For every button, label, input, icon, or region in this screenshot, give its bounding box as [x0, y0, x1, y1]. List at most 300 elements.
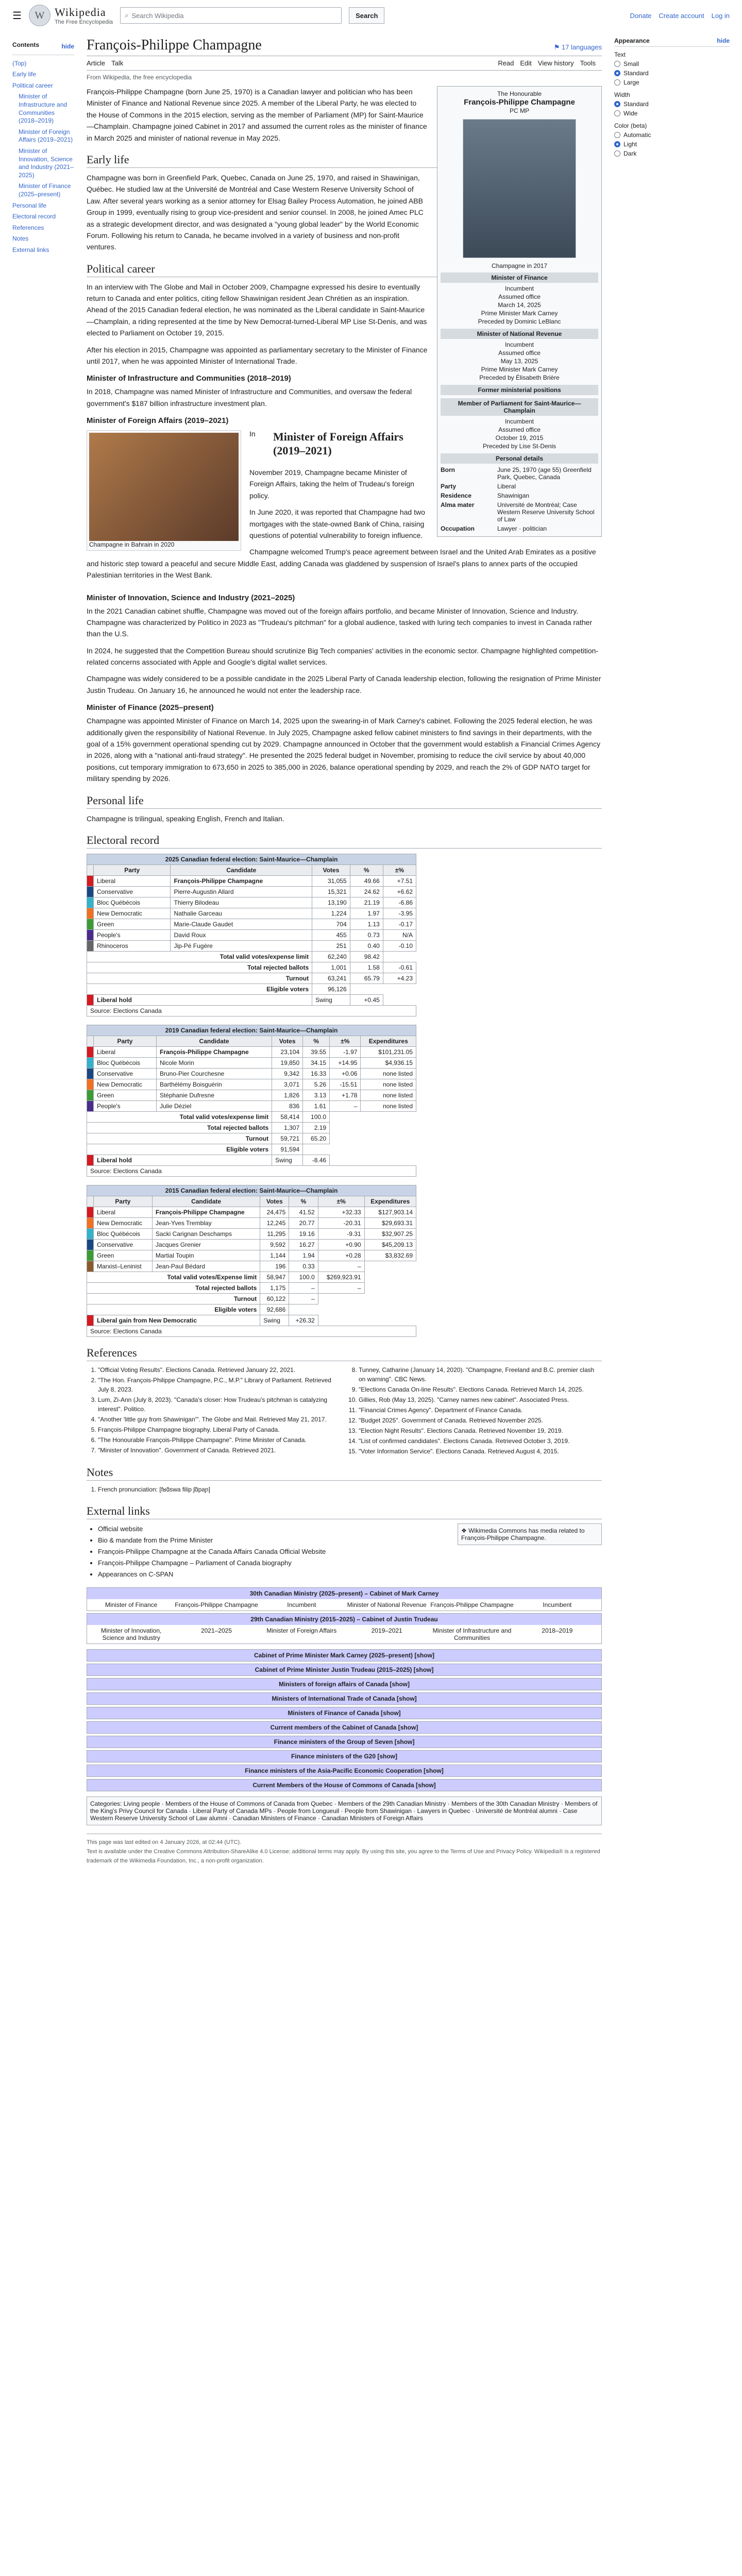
- result-outcome[interactable]: Liberal hold: [94, 1155, 272, 1165]
- election-row: [87, 1250, 416, 1261]
- collapsed-navbox-label: Cabinet of Prime Minister Mark Carney (2025–present): [254, 1652, 413, 1659]
- reference-item[interactable]: 9. "Elections Canada On-line Results". Elections Canada. Retrieved March 14, 2025.: [359, 1385, 602, 1394]
- party-color-swatch: [87, 908, 94, 919]
- toc-item[interactable]: Minister of Finance (2025–present): [19, 182, 71, 198]
- appearance-option[interactable]: [614, 140, 730, 149]
- commons-icon: ❖: [461, 1527, 469, 1534]
- election-total-row: [87, 951, 416, 962]
- result-value: 0.40: [350, 940, 383, 951]
- candidate-name[interactable]: Stéphanie Dufresne: [156, 1090, 272, 1100]
- collapsed-navbox-label: Ministers of International Trade of Canada: [272, 1695, 395, 1703]
- party-color-swatch: [87, 1046, 94, 1057]
- tab-talk[interactable]: Talk: [111, 59, 124, 67]
- party-name[interactable]: New Democratic: [94, 1217, 153, 1228]
- toc-item[interactable]: Political career: [12, 81, 53, 89]
- navbox-cell[interactable]: Minister of Innovation, Science and Industry: [100, 1627, 162, 1642]
- election-caption[interactable]: 2015 Canadian federal election: Saint-Maurice—Champlain: [87, 1185, 416, 1196]
- note-item: 1. French pronunciation: [fʁɑ̃swa filip ʃɑ̃paɲ]: [98, 1485, 602, 1494]
- site-header: [0, 0, 742, 31]
- collapsed-navbox-title[interactable]: [87, 1765, 601, 1776]
- party-color-swatch: [87, 886, 94, 897]
- candidate-name[interactable]: David Roux: [171, 929, 312, 940]
- result-value: none listed: [361, 1100, 416, 1111]
- bahrain-photo-figure: [87, 430, 241, 551]
- navbox-cell[interactable]: Minister of Finance: [105, 1601, 158, 1609]
- candidate-name[interactable]: Jip-Pé Fugère: [171, 940, 312, 951]
- infobox-office-row: Preceded by Lise St-Denis: [482, 443, 556, 450]
- infobox-label: Born: [441, 466, 455, 473]
- toc-hide-button[interactable]: hide: [61, 43, 74, 50]
- party-color-swatch: [87, 1155, 94, 1165]
- candidate-name[interactable]: Bruno-Pier Courchesne: [156, 1068, 272, 1079]
- party-name[interactable]: Marxist–Leninist: [94, 1261, 153, 1272]
- navbox-cell[interactable]: Minister of Foreign Affairs: [266, 1627, 337, 1635]
- result-value: -20.31: [318, 1217, 364, 1228]
- reference-item[interactable]: 8. Tunney, Catharine (January 14, 2020). "Champagne, Freeland and B.C. premier clash on warning". CBC News.: [359, 1365, 602, 1384]
- election-total-row: [87, 1293, 416, 1304]
- personal-tools: [630, 12, 730, 20]
- tab-tools[interactable]: Tools: [580, 59, 596, 67]
- bahrain-photo[interactable]: [89, 433, 239, 541]
- radio-button[interactable]: [614, 101, 620, 107]
- column-header: %: [350, 865, 383, 875]
- election-caption[interactable]: 2019 Canadian federal election: Saint-Maurice—Champlain: [87, 1025, 416, 1036]
- navbox-cell[interactable]: Incumbent: [543, 1601, 572, 1609]
- external-link[interactable]: • François-Philippe Champagne – Parliament of Canada biography: [98, 1557, 602, 1569]
- total-value: 58,947: [260, 1272, 289, 1282]
- reference-item[interactable]: 4. "Another 'little guy from Shawinigan'". The Globe and Mail. Retrieved May 21, 2017.: [98, 1415, 341, 1424]
- appearance-title: Appearance: [614, 37, 650, 44]
- candidate-name[interactable]: François-Philippe Champagne: [156, 1046, 272, 1057]
- navbox-cell[interactable]: 2021–2025: [200, 1627, 232, 1635]
- references-heading: References: [87, 1346, 602, 1361]
- page-title-bar: [87, 37, 602, 56]
- collapsed-navbox: [87, 1765, 602, 1777]
- reference-item[interactable]: 1. "Official Voting Results". Elections Canada. Retrieved January 22, 2021.: [98, 1365, 341, 1375]
- tab-edit[interactable]: Edit: [520, 59, 532, 67]
- infobox-office-row: Preceded by Élisabeth Brière: [479, 374, 560, 381]
- election-source[interactable]: Source: Elections Canada: [87, 1165, 416, 1176]
- result-value: 19,850: [272, 1057, 303, 1068]
- reference-item[interactable]: 14. "List of confirmed candidates". Elections Canada. Retrieved October 3, 2019.: [359, 1436, 602, 1446]
- collapsed-navbox-label: Finance ministers of the Group of Seven: [274, 1738, 393, 1746]
- reference-item[interactable]: 7. "Minister of Innovation". Government of Canada. Retrieved 2021.: [98, 1446, 341, 1455]
- toc-item[interactable]: External links: [12, 246, 49, 253]
- navbox-cell[interactable]: François-Philippe Champagne: [175, 1601, 258, 1609]
- candidate-name[interactable]: François-Philippe Champagne: [171, 875, 312, 886]
- page-footer: [87, 1834, 602, 1866]
- party-name[interactable]: People's: [94, 1100, 157, 1111]
- expand-toggle-icon[interactable]: [show]: [395, 1695, 417, 1703]
- radio-button[interactable]: [614, 150, 620, 157]
- globe-icon: W: [29, 5, 50, 26]
- collapsed-navbox-title[interactable]: [87, 1679, 601, 1690]
- appearance-option-label: Dark: [623, 150, 637, 157]
- section-paragraph: After his election in 2015, Champagne was appointed as parliamentary secretary to the Minister of Finance until 2017, when he was appointed Minister of International Trade.: [87, 345, 428, 366]
- candidate-name[interactable]: Barthélémy Boisguérin: [156, 1079, 272, 1090]
- candidate-name[interactable]: Jean-Yves Tremblay: [152, 1217, 260, 1228]
- party-name[interactable]: Green: [94, 919, 171, 929]
- column-header: Party: [94, 1036, 157, 1046]
- result-value: 196: [260, 1261, 289, 1272]
- collapsed-navbox-title[interactable]: [87, 1780, 601, 1791]
- infobox-office-row: Incumbent: [504, 285, 534, 292]
- election-row: [87, 1090, 416, 1100]
- party-name[interactable]: Liberal: [94, 1207, 153, 1217]
- total-label: Turnout: [87, 973, 312, 984]
- party-name[interactable]: New Democratic: [94, 1079, 157, 1090]
- appearance-option[interactable]: [614, 149, 730, 158]
- collapsed-navbox-title[interactable]: [87, 1722, 601, 1733]
- result-value: 1.13: [350, 919, 383, 929]
- appearance-option-label: Small: [623, 60, 639, 67]
- cabinet-navbox: [87, 1587, 602, 1611]
- radio-button[interactable]: [614, 141, 620, 147]
- total-label: Turnout: [87, 1133, 272, 1144]
- radio-button[interactable]: [614, 70, 620, 76]
- result-value: 3,071: [272, 1079, 303, 1090]
- candidate-name[interactable]: Jacques Grenier: [152, 1239, 260, 1250]
- collapsed-navbox-label: Ministers of foreign affairs of Canada: [278, 1681, 389, 1688]
- party-color-swatch: [87, 1217, 94, 1228]
- party-color-swatch: [87, 1250, 94, 1261]
- navbox-cell[interactable]: Minister of Infrastructure and Communities: [432, 1627, 512, 1642]
- candidate-name[interactable]: Marie-Claude Gaudet: [171, 919, 312, 929]
- total-value: 1,175: [260, 1282, 289, 1293]
- section-paragraph: In the 2021 Canadian cabinet shuffle, Champagne was moved out of the foreign affairs portfolio, and became Minister of Innovation, Science and Industry. Champagne was characterized by Politico in 2023 as "Trudeau's pitchman" for a global audience, tasked with luring tech companies to invest in Canada rather than the U.S.: [87, 606, 592, 638]
- swing-value: -8.46: [303, 1155, 330, 1165]
- election-total-row: [87, 1304, 416, 1315]
- total-label: Total rejected ballots: [87, 962, 312, 973]
- candidate-name[interactable]: Martial Toupin: [152, 1250, 260, 1261]
- collapsed-navbox-title[interactable]: [87, 1664, 601, 1675]
- toc-item[interactable]: Early life: [12, 71, 37, 78]
- election-row: [87, 1100, 416, 1111]
- appearance-group-label: Color (beta): [614, 122, 647, 129]
- candidate-name[interactable]: François-Philippe Champagne: [152, 1207, 260, 1217]
- result-value: none listed: [361, 1068, 416, 1079]
- election-source[interactable]: Source: Elections Canada: [87, 1005, 416, 1016]
- collapsed-navbox-title[interactable]: [87, 1650, 601, 1661]
- swing-label[interactable]: Swing: [272, 1155, 303, 1165]
- header-spacer: [87, 1196, 94, 1207]
- section-paragraph: In November 2019, Champagne became Minister of Foreign Affairs, taking the helm of Trudeau's foreign policy.: [249, 430, 414, 500]
- election-row: [87, 875, 416, 886]
- result-value: +6.62: [383, 886, 416, 897]
- reference-item[interactable]: 6. "The Honourable François-Philippe Champagne". Prime Minister of Canada.: [98, 1435, 341, 1445]
- result-value: +0.28: [318, 1250, 364, 1261]
- party-name[interactable]: Green: [94, 1250, 153, 1261]
- result-outcome[interactable]: Liberal hold: [94, 994, 312, 1005]
- toc-item[interactable]: Minister of Innovation, Science and Industry (2021–2025): [19, 147, 74, 179]
- result-value: $101,231.05: [361, 1046, 416, 1057]
- election-header-row: [87, 865, 416, 875]
- candidate-name[interactable]: Thierry Bilodeau: [171, 897, 312, 908]
- header-link[interactable]: Log in: [711, 11, 730, 20]
- party-name[interactable]: Green: [94, 1090, 157, 1100]
- result-value: –: [318, 1261, 364, 1272]
- party-name[interactable]: Conservative: [94, 1068, 157, 1079]
- collapsed-navbox-title[interactable]: [87, 1693, 601, 1704]
- election-row: [87, 1239, 416, 1250]
- candidate-name[interactable]: Nicole Morin: [156, 1057, 272, 1068]
- category-box: Categories: Living people · Members of the House of Commons of Canada from Quebec · Members of the 29th Canadian Ministry · Members of the 30th Canadian Ministry · Members of the King's Privy Council for Canada · Liberal Party of Canada MPs · People from Longueuil · People from Shawinigan · Lawyers in Quebec · Université de Montréal alumni · Case Western Reserve University School of Law alumni · Canadian Ministers of Finance · Canadian Ministers of Foreign Affairs: [87, 1797, 602, 1825]
- portrait-image[interactable]: [463, 119, 576, 258]
- reference-item[interactable]: 3. Lum, Zi-Ann (July 8, 2023). "Canada's closer: How Trudeau's pitchman is catalyzing interest". Politico.: [98, 1395, 341, 1414]
- toc-item[interactable]: Notes: [12, 235, 29, 243]
- header-link[interactable]: Create account: [659, 11, 704, 20]
- result-value: 11,295: [260, 1228, 289, 1239]
- party-color-swatch: [87, 1261, 94, 1272]
- result-value: +32.33: [318, 1207, 364, 1217]
- candidate-name[interactable]: Julie Déziel: [156, 1100, 272, 1111]
- result-value: 39.55: [303, 1046, 330, 1057]
- party-name[interactable]: Liberal: [94, 875, 171, 886]
- result-value: 21.19: [350, 897, 383, 908]
- infobox-personal-row: [441, 465, 598, 482]
- section-heading: Minister of Infrastructure and Communities (2018–2019): [87, 374, 291, 383]
- navbox-cell[interactable]: François-Philippe Champagne: [430, 1601, 514, 1609]
- search-button[interactable]: Search: [349, 7, 384, 24]
- total-value: 63,241: [312, 973, 350, 984]
- section-heading: Early life: [87, 153, 602, 168]
- candidate-name[interactable]: Sacki Carignan Deschamps: [152, 1228, 260, 1239]
- column-header: Votes: [260, 1196, 289, 1207]
- total-label: Turnout: [87, 1293, 260, 1304]
- result-value: 5.26: [303, 1079, 330, 1090]
- expand-toggle-icon[interactable]: [show]: [379, 1709, 401, 1717]
- commons-box: ❖ Wikimedia Commons has media related to François-Philippe Champagne.: [458, 1523, 602, 1545]
- appearance-option[interactable]: [614, 78, 730, 87]
- page-tabs: [87, 56, 602, 71]
- result-value: N/A: [383, 929, 416, 940]
- expand-toggle-icon[interactable]: [show]: [376, 1753, 398, 1760]
- column-header: ±%: [383, 865, 416, 875]
- bahrain-photo-caption: Champagne in Bahrain in 2020: [89, 541, 175, 549]
- reference-list: [87, 1365, 602, 1456]
- external-links-heading: External links: [87, 1504, 602, 1519]
- result-value: +0.90: [318, 1239, 364, 1250]
- election-source[interactable]: Source: Elections Canada: [87, 1326, 416, 1336]
- wordmark: Wikipedia: [54, 6, 106, 19]
- party-name[interactable]: Liberal: [94, 1046, 157, 1057]
- appearance-option-label: Wide: [623, 110, 638, 117]
- party-name[interactable]: Bloc Québécois: [94, 1057, 157, 1068]
- party-color-swatch: [87, 1315, 94, 1326]
- election-row: [87, 886, 416, 897]
- expand-toggle-icon[interactable]: [show]: [421, 1767, 444, 1775]
- external-link[interactable]: • Appearances on C-SPAN: [98, 1569, 602, 1580]
- radio-button[interactable]: [614, 132, 620, 138]
- external-link[interactable]: • François-Philippe Champagne at the Canada Affairs Canada Official Website: [98, 1546, 602, 1557]
- navbox-grid: [87, 1599, 601, 1611]
- personal-details-header: Personal details: [441, 453, 598, 464]
- election-total-row: [87, 973, 416, 984]
- search-input[interactable]: ⌕ Search Wikipedia: [120, 7, 342, 24]
- infobox-personal-row: [441, 482, 598, 491]
- radio-button[interactable]: [614, 110, 620, 116]
- infobox-office-header[interactable]: Minister of National Revenue: [441, 329, 598, 339]
- result-outcome[interactable]: Liberal gain from New Democratic: [94, 1315, 260, 1326]
- toc-item[interactable]: References: [12, 224, 44, 231]
- swing-label[interactable]: Swing: [260, 1315, 289, 1326]
- candidate-name[interactable]: Jean-Paul Bédard: [152, 1261, 260, 1272]
- wikipedia-logo[interactable]: [29, 5, 113, 26]
- column-header: Party: [94, 865, 171, 875]
- toc-item[interactable]: Minister of Foreign Affairs (2019–2021): [19, 128, 73, 144]
- collapsed-navbox-title[interactable]: [87, 1736, 601, 1748]
- section-heading: Minister of Innovation, Science and Industry (2021–2025): [87, 593, 295, 602]
- appearance-option[interactable]: [614, 99, 730, 109]
- party-name[interactable]: People's: [94, 929, 171, 940]
- total-value: 1,307: [272, 1122, 303, 1133]
- navbox-cell[interactable]: Incumbent: [287, 1601, 316, 1609]
- total-value: 96,126: [312, 984, 350, 994]
- election-row: [87, 940, 416, 951]
- language-button[interactable]: ⚑ 17 languages: [553, 43, 602, 51]
- infobox-office-header[interactable]: Member of Parliament for Saint-Maurice—Champlain: [441, 398, 598, 416]
- party-name[interactable]: Conservative: [94, 886, 171, 897]
- result-value: none listed: [361, 1090, 416, 1100]
- infobox-office-header[interactable]: Former ministerial positions: [441, 385, 598, 395]
- election-row: [87, 1046, 416, 1057]
- election-total-row: [87, 1111, 416, 1122]
- election-header-row: [87, 1036, 416, 1046]
- result-value: $3,832.69: [364, 1250, 416, 1261]
- total-value: 65.79: [350, 973, 383, 984]
- search-icon: ⌕: [125, 11, 129, 19]
- tab-read[interactable]: Read: [498, 59, 514, 67]
- toc-item[interactable]: (Top): [12, 59, 27, 67]
- navbox-title[interactable]: 30th Canadian Ministry (2025–present) – Cabinet of Mark Carney: [87, 1588, 601, 1599]
- party-color-swatch: [87, 1079, 94, 1090]
- collapsed-navbox-title[interactable]: [87, 1751, 601, 1762]
- party-name[interactable]: New Democratic: [94, 908, 171, 919]
- reference-item[interactable]: 15. "Voter Information Service". Elections Canada. Retrieved August 4, 2015.: [359, 1447, 602, 1456]
- expand-toggle-icon[interactable]: [show]: [413, 1652, 435, 1659]
- result-value: 1,144: [260, 1250, 289, 1261]
- reference-item[interactable]: 13. "Election Night Results". Elections Canada. Retrieved November 19, 2019.: [359, 1426, 602, 1435]
- reference-item[interactable]: 2. "The Hon. François-Philippe Champagne, P.C., M.P." Library of Parliament. Retrieved July 8, 2023.: [98, 1376, 341, 1394]
- external-link[interactable]: • Bio & mandate from the Prime Minister: [98, 1535, 602, 1546]
- result-value: 16.33: [303, 1068, 330, 1079]
- appearance-hide-button[interactable]: hide: [717, 37, 730, 44]
- result-value: $32,907.25: [364, 1228, 416, 1239]
- total-value: 2.19: [303, 1122, 330, 1133]
- result-value: +7.51: [383, 875, 416, 886]
- reference-item[interactable]: 12. "Budget 2025". Government of Canada. Retrieved November 2025.: [359, 1416, 602, 1425]
- infobox-value: Liberal: [497, 483, 516, 490]
- external-link[interactable]: • Official website: [98, 1523, 602, 1535]
- infobox: [437, 86, 602, 537]
- candidate-name[interactable]: Pierre-Augustin Allard: [171, 886, 312, 897]
- total-value: 58,414: [272, 1111, 303, 1122]
- collapsed-navbox-title[interactable]: [87, 1707, 601, 1719]
- section-paragraph: Champagne welcomed Trump's peace agreement between Israel and the United Arab Emirates as a positive and historic step toward a peaceful and secure Middle East, adding Canada was gladdened by suspension of Israel's plans to annex parts of the occupied Palestinian territories in the West Bank.: [87, 548, 596, 580]
- expand-toggle-icon[interactable]: [show]: [388, 1681, 410, 1688]
- party-color-swatch: [87, 1100, 94, 1111]
- election-header-row: [87, 1196, 416, 1207]
- election-total-row: [87, 1272, 416, 1282]
- navbox-title[interactable]: 29th Canadian Ministry (2015–2025) – Cabinet of Justin Trudeau: [87, 1614, 601, 1625]
- expand-toggle-icon[interactable]: [show]: [393, 1738, 415, 1746]
- navbox-cell[interactable]: Minister of National Revenue: [347, 1601, 427, 1609]
- tab-article[interactable]: Article: [87, 59, 106, 67]
- result-value: 1,224: [312, 908, 350, 919]
- notes-heading: Notes: [87, 1466, 602, 1481]
- total-label: Eligible voters: [87, 1304, 260, 1315]
- header-link[interactable]: Donate: [630, 11, 652, 20]
- swing-value: +26.32: [289, 1315, 318, 1326]
- party-name[interactable]: Bloc Québécois: [94, 897, 171, 908]
- expand-toggle-icon[interactable]: [show]: [414, 1782, 436, 1789]
- appearance-option[interactable]: [614, 130, 730, 140]
- result-value: 3.13: [303, 1090, 330, 1100]
- total-value: +4.23: [383, 973, 416, 984]
- menu-icon[interactable]: ☰: [12, 10, 22, 22]
- result-value: 15,321: [312, 886, 350, 897]
- toc-item[interactable]: Personal life: [12, 201, 47, 209]
- infobox-postnominal: PC MP: [509, 107, 529, 114]
- swing-label[interactable]: Swing: [312, 994, 350, 1005]
- navbox-cell[interactable]: 2019–2021: [371, 1627, 402, 1635]
- electoral-record-heading: Electoral record: [87, 834, 602, 849]
- section-paragraph: In 2018, Champagne was named Minister of Infrastructure and Communities, and oversaw the federal government's $187 billion infrastructure investment plan.: [87, 387, 412, 408]
- appearance-option[interactable]: [614, 59, 730, 69]
- reference-item[interactable]: 5. François-Philippe Champagne biography. Liberal Party of Canada.: [98, 1425, 341, 1434]
- party-color-swatch: [87, 1239, 94, 1250]
- reference-item[interactable]: 11. "Financial Crimes Agency". Department of Finance Canada.: [359, 1405, 602, 1415]
- radio-button[interactable]: [614, 79, 620, 86]
- party-name[interactable]: Conservative: [94, 1239, 153, 1250]
- collapsed-navbox: [87, 1692, 602, 1705]
- appearance-option[interactable]: [614, 69, 730, 78]
- footer-line: This page was last edited on 4 January 2026, at 02:44 (UTC).: [87, 1839, 242, 1846]
- footer-line: Text is available under the Creative Commons Attribution-ShareAlike 4.0 License; additional terms may apply. By using this site, you agree to the Terms of Use and Privacy Policy. Wikipedia® is a registered trademark of the Wikimedia Foundation, Inc., a non-profit organization.: [87, 1849, 600, 1864]
- collapsed-navbox-label: Ministers of Finance of Canada: [288, 1709, 379, 1717]
- toc-item[interactable]: Electoral record: [12, 213, 56, 221]
- election-row: [87, 1261, 416, 1272]
- party-name[interactable]: Bloc Québécois: [94, 1228, 153, 1239]
- result-value: 16.27: [289, 1239, 318, 1250]
- election-caption[interactable]: 2025 Canadian federal election: Saint-Maurice—Champlain: [87, 854, 416, 865]
- expand-toggle-icon[interactable]: [show]: [396, 1724, 418, 1732]
- result-value: 1,826: [272, 1090, 303, 1100]
- collapsed-navbox: [87, 1678, 602, 1690]
- reference-item[interactable]: 10. Gillies, Rob (May 13, 2025). "Carney names new cabinet". Associated Press.: [359, 1395, 602, 1404]
- election-row: [87, 929, 416, 940]
- collapsed-navbox: [87, 1664, 602, 1676]
- result-value: -6.86: [383, 897, 416, 908]
- navbox-cell[interactable]: 2018–2019: [542, 1627, 573, 1635]
- toc-item[interactable]: Minister of Infrastructure and Communities (2018–2019): [19, 93, 68, 125]
- tab-view-history[interactable]: View history: [537, 59, 574, 67]
- column-header: Votes: [272, 1036, 303, 1046]
- collapsed-navbox-label: Cabinet of Prime Minister Justin Trudeau (2015–2025): [255, 1666, 412, 1674]
- total-label: Total valid votes/expense limit: [87, 1111, 272, 1122]
- article: [87, 37, 602, 1866]
- radio-button[interactable]: [614, 61, 620, 67]
- candidate-name[interactable]: Nathalie Garceau: [171, 908, 312, 919]
- collapsed-navbox-label: Current members of the Cabinet of Canada: [270, 1724, 397, 1732]
- party-name[interactable]: Rhinoceros: [94, 940, 171, 951]
- appearance-option[interactable]: [614, 109, 730, 118]
- infobox-office-header[interactable]: Minister of Finance: [441, 273, 598, 283]
- appearance-group-label: Text: [614, 51, 626, 58]
- result-value: 20.77: [289, 1217, 318, 1228]
- expand-toggle-icon[interactable]: [show]: [412, 1666, 434, 1674]
- total-value: 62,240: [312, 951, 350, 962]
